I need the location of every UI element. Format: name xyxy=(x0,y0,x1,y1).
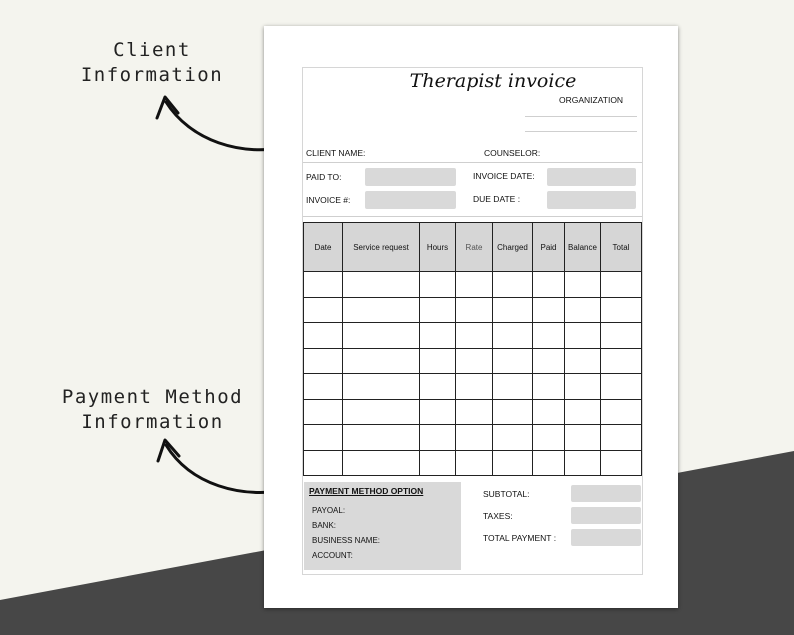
payment-option-bank: BANK: xyxy=(312,521,337,530)
table-cell[interactable] xyxy=(420,450,456,476)
header-divider xyxy=(303,216,642,217)
invoice-number-label: INVOICE #: xyxy=(306,195,351,205)
col-balance: Balance xyxy=(565,223,601,272)
table-cell[interactable] xyxy=(343,323,420,349)
table-cell[interactable] xyxy=(601,272,642,298)
callout-client-line2: Information xyxy=(80,64,224,86)
callout-payment-line1: Payment Method xyxy=(61,386,244,408)
table-row xyxy=(304,450,642,476)
table-row xyxy=(304,399,642,425)
col-paid: Paid xyxy=(533,223,565,272)
taxes-label: TAXES: xyxy=(483,511,513,521)
payment-option-business-name: BUSINESS NAME: xyxy=(312,536,381,545)
table-cell[interactable] xyxy=(533,374,565,400)
subtotal-field[interactable] xyxy=(571,485,641,502)
organization-line-1 xyxy=(525,116,637,117)
total-payment-field[interactable] xyxy=(571,529,641,546)
table-cell[interactable] xyxy=(533,450,565,476)
table-cell[interactable] xyxy=(343,399,420,425)
table-cell[interactable] xyxy=(601,297,642,323)
table-cell[interactable] xyxy=(601,425,642,451)
table-cell[interactable] xyxy=(456,450,493,476)
client-name-label: CLIENT NAME: xyxy=(306,148,366,158)
col-hours: Hours xyxy=(420,223,456,272)
table-cell[interactable] xyxy=(533,425,565,451)
table-cell[interactable] xyxy=(420,348,456,374)
payment-option-account: ACCOUNT: xyxy=(312,551,353,560)
table-cell[interactable] xyxy=(565,450,601,476)
table-row xyxy=(304,297,642,323)
table-cell[interactable] xyxy=(304,374,343,400)
subtotal-label: SUBTOTAL: xyxy=(483,489,530,499)
table-cell[interactable] xyxy=(565,323,601,349)
table-row xyxy=(304,323,642,349)
table-cell[interactable] xyxy=(304,399,343,425)
payment-method-panel xyxy=(304,482,461,570)
table-cell[interactable] xyxy=(343,425,420,451)
table-cell[interactable] xyxy=(565,374,601,400)
col-service-request: Service request xyxy=(343,223,420,272)
table-cell[interactable] xyxy=(601,374,642,400)
table-cell[interactable] xyxy=(456,297,493,323)
callout-client-line1: Client xyxy=(113,39,191,61)
table-cell[interactable] xyxy=(565,348,601,374)
table-cell[interactable] xyxy=(493,399,533,425)
table-cell[interactable] xyxy=(601,450,642,476)
table-row xyxy=(304,425,642,451)
table-cell[interactable] xyxy=(456,399,493,425)
table-row xyxy=(304,374,642,400)
table-cell[interactable] xyxy=(343,272,420,298)
table-cell[interactable] xyxy=(533,272,565,298)
table-cell[interactable] xyxy=(343,450,420,476)
table-cell[interactable] xyxy=(493,425,533,451)
table-cell[interactable] xyxy=(565,399,601,425)
table-cell[interactable] xyxy=(420,323,456,349)
table-row xyxy=(304,272,642,298)
table-cell[interactable] xyxy=(304,323,343,349)
invoice-title: Therapist invoice xyxy=(409,70,577,92)
table-cell[interactable] xyxy=(493,348,533,374)
table-row xyxy=(304,348,642,374)
table-cell[interactable] xyxy=(601,348,642,374)
table-cell[interactable] xyxy=(565,272,601,298)
table-cell[interactable] xyxy=(420,374,456,400)
invoice-number-field[interactable] xyxy=(365,191,456,209)
invoice-date-label: INVOICE DATE: xyxy=(473,171,535,181)
client-row-divider xyxy=(303,162,642,163)
table-cell[interactable] xyxy=(304,297,343,323)
table-cell[interactable] xyxy=(601,399,642,425)
organization-label: ORGANIZATION xyxy=(559,95,624,105)
due-date-field[interactable] xyxy=(547,191,636,209)
table-cell[interactable] xyxy=(304,425,343,451)
table-cell[interactable] xyxy=(565,297,601,323)
services-table xyxy=(303,222,642,476)
payment-method-title: PAYMENT METHOD OPTION xyxy=(309,486,424,496)
table-cell[interactable] xyxy=(304,348,343,374)
invoice-date-field[interactable] xyxy=(547,168,636,186)
table-cell[interactable] xyxy=(343,297,420,323)
table-cell[interactable] xyxy=(493,323,533,349)
table-cell[interactable] xyxy=(456,348,493,374)
table-cell[interactable] xyxy=(420,297,456,323)
organization-line-2 xyxy=(525,131,637,132)
table-cell[interactable] xyxy=(304,272,343,298)
table-cell[interactable] xyxy=(456,425,493,451)
table-cell[interactable] xyxy=(493,272,533,298)
col-date: Date xyxy=(304,223,343,272)
total-payment-label: TOTAL PAYMENT : xyxy=(483,533,557,543)
table-cell[interactable] xyxy=(601,323,642,349)
col-charged: Charged xyxy=(493,223,533,272)
table-cell[interactable] xyxy=(493,450,533,476)
payment-option-payoal: PAYOAL: xyxy=(312,506,346,515)
table-cell[interactable] xyxy=(533,348,565,374)
paid-to-field[interactable] xyxy=(365,168,456,186)
table-cell[interactable] xyxy=(420,399,456,425)
table-cell[interactable] xyxy=(565,425,601,451)
table-cell[interactable] xyxy=(304,450,343,476)
table-cell[interactable] xyxy=(456,374,493,400)
table-cell[interactable] xyxy=(456,323,493,349)
table-cell[interactable] xyxy=(343,374,420,400)
col-total: Total xyxy=(601,223,642,272)
table-cell[interactable] xyxy=(533,399,565,425)
table-cell[interactable] xyxy=(493,297,533,323)
paid-to-label: PAID TO: xyxy=(306,172,342,182)
table-cell[interactable] xyxy=(420,272,456,298)
col-rate: Rate xyxy=(456,223,493,272)
table-cell[interactable] xyxy=(533,297,565,323)
counselor-label: COUNSELOR: xyxy=(484,148,541,158)
taxes-field[interactable] xyxy=(571,507,641,524)
table-cell[interactable] xyxy=(420,425,456,451)
table-cell[interactable] xyxy=(493,374,533,400)
table-header-row xyxy=(304,223,642,272)
table-cell[interactable] xyxy=(533,323,565,349)
table-cell[interactable] xyxy=(343,348,420,374)
callout-payment-line2: Information xyxy=(81,411,224,433)
due-date-label: DUE DATE : xyxy=(473,194,521,204)
table-cell[interactable] xyxy=(456,272,493,298)
